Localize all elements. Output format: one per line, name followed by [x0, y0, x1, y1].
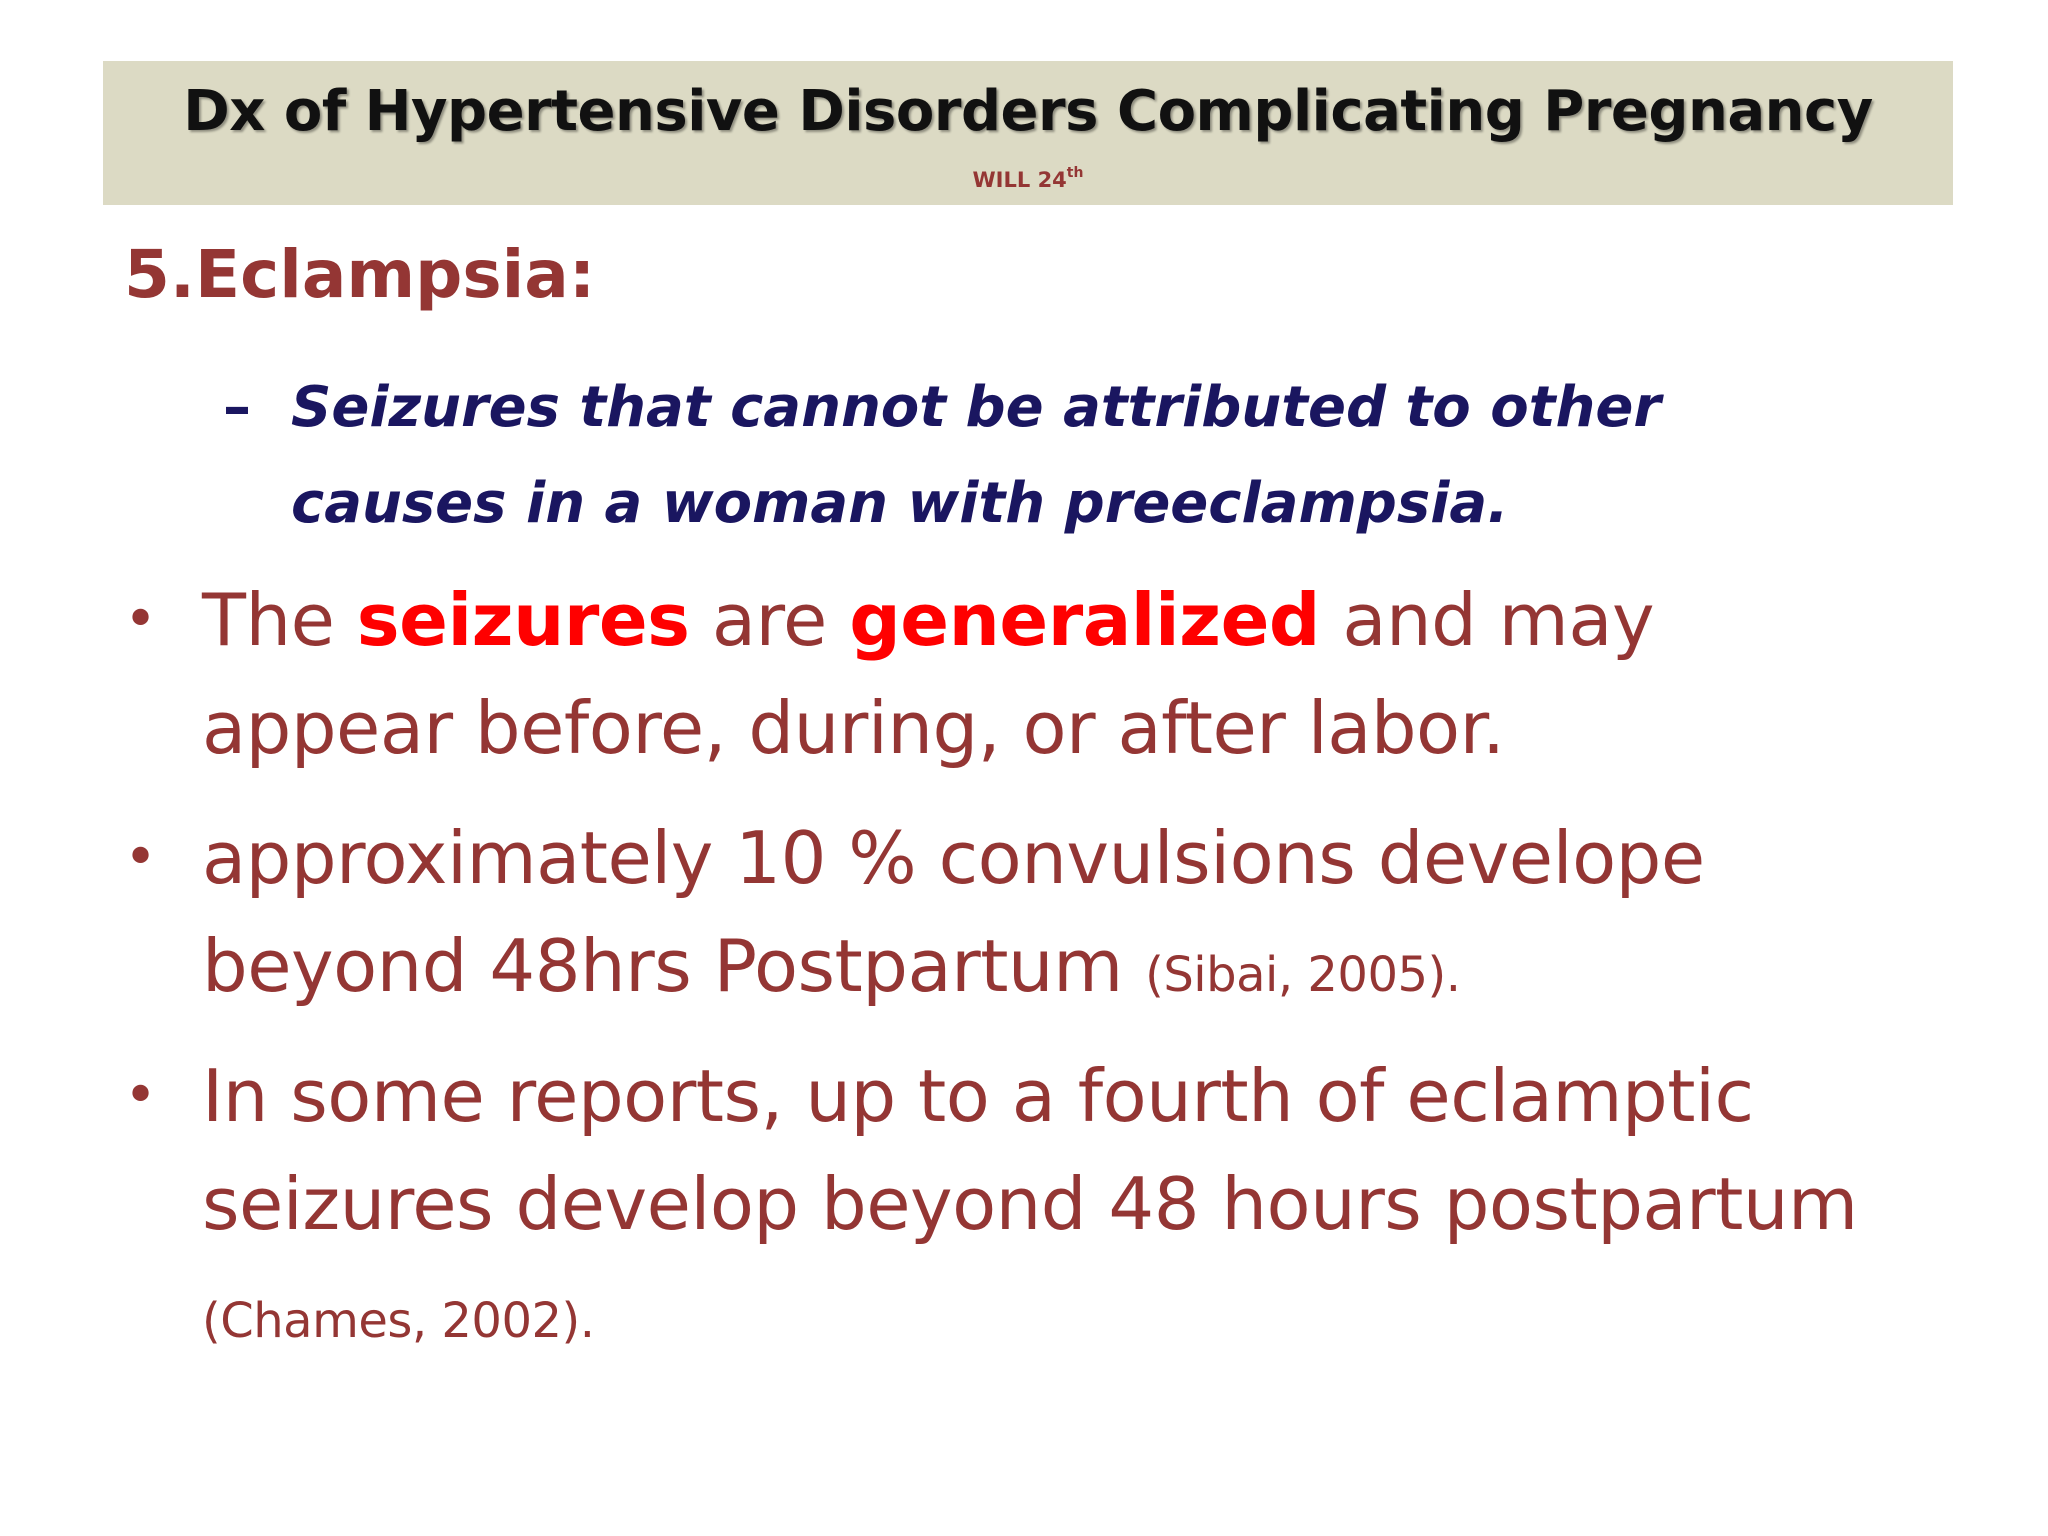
- bullet-marker: •: [124, 1063, 157, 1128]
- emphasis-generalized: generalized: [849, 578, 1320, 662]
- slide-source-label: [103, 167, 1953, 192]
- bullet-text-1: [202, 566, 1924, 782]
- emphasis-seizures: seizures: [356, 578, 690, 662]
- bullet-text-3: [202, 1042, 1924, 1375]
- bullet-item-3: [124, 1042, 1924, 1375]
- definition-sub-bullet: [223, 360, 1803, 552]
- bullet-text-2: [202, 804, 1924, 1029]
- source-superscript: th: [1066, 165, 1084, 181]
- bullet-2-text: approximately 10 % convulsions develope beyond 48hrs Postpartum: [202, 816, 1705, 1008]
- bullet-marker: •: [124, 587, 157, 652]
- definition-text: Seizures that cannot be attributed to other causes in a woman with preeclampsia.: [291, 375, 1661, 536]
- bullet-1-part2: are: [689, 578, 850, 662]
- slide-title: Dx of Hypertensive Disorders Complicating Pregnancy: [183, 79, 1873, 144]
- bullet-item-1: [124, 566, 1924, 782]
- source-text: WILL 24: [972, 168, 1067, 192]
- title-bar: [103, 61, 1953, 205]
- bullet-marker: •: [124, 825, 157, 890]
- dash-marker: –: [223, 375, 251, 440]
- bullet-1-part1: The: [202, 578, 357, 662]
- citation-sibai: (Sibai, 2005).: [1145, 947, 1461, 1003]
- citation-chames: (Chames, 2002).: [202, 1293, 595, 1349]
- section-heading: 5.Eclampsia:: [124, 236, 596, 313]
- bullet-3-text: In some reports, up to a fourth of eclamptic seizures develop beyond 48 hours postpartum: [202, 1054, 1858, 1246]
- bullet-item-2: [124, 804, 1924, 1029]
- bullet-1-part3: and may appear before, during, or after labor.: [202, 578, 1655, 770]
